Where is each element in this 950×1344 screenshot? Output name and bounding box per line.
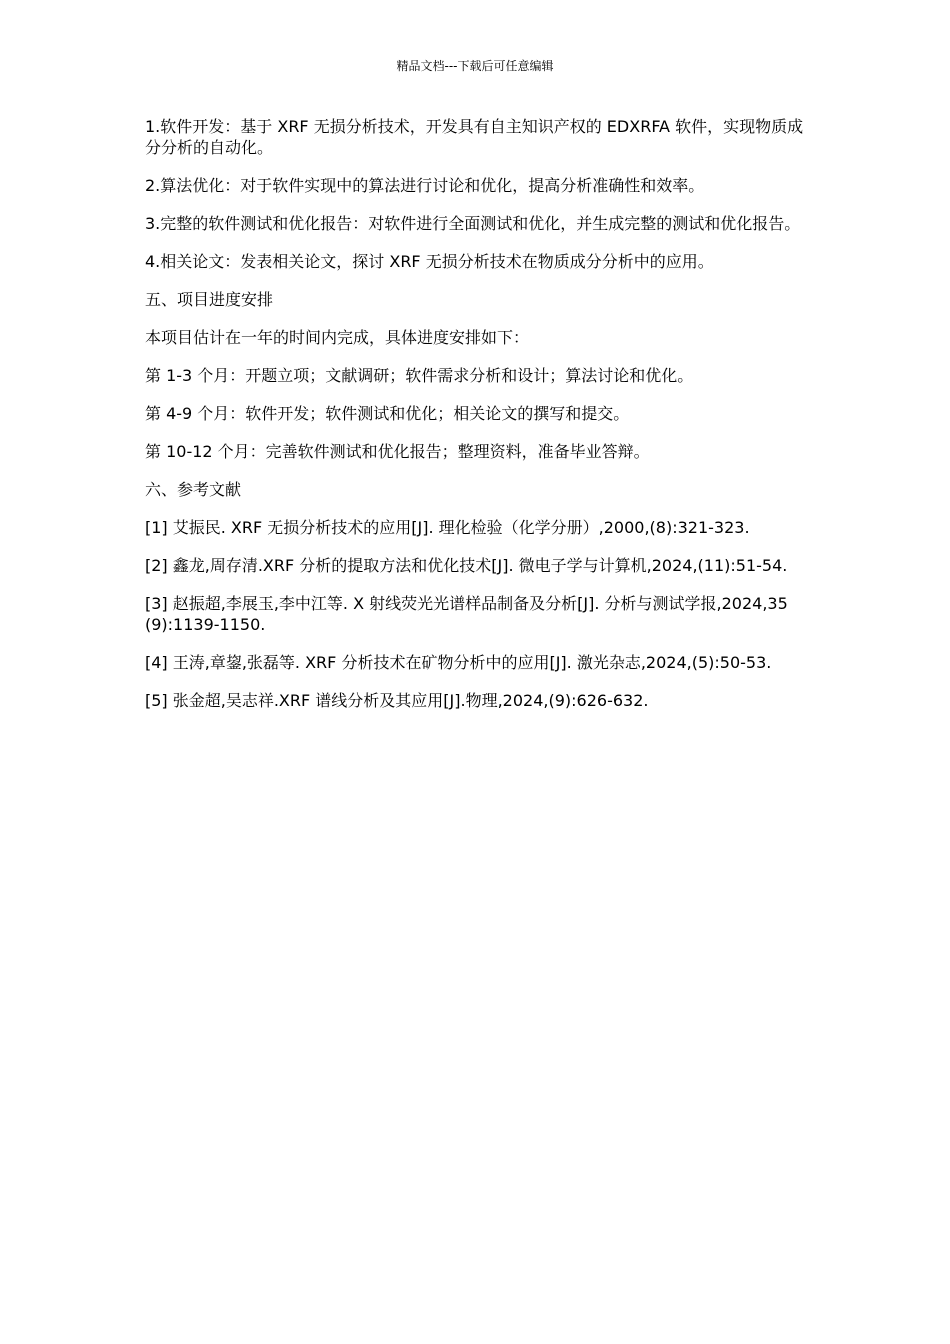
deliverable-software-development: 1.软件开发：基于 XRF 无损分析技术，开发具有自主知识产权的 EDXRFA 软件，实现物质成分分析的自动化。 [145, 117, 804, 157]
section-heading-references: 六、参考文献 [145, 480, 242, 499]
reference-2: [2] 鑫龙,周存清.XRF 分析的提取方法和优化技术[J]. 微电子学与计算机,2024,(11):51-54. [145, 556, 788, 575]
schedule-months-4-9: 第 4-9 个月：软件开发；软件测试和优化；相关论文的撰写和提交。 [145, 404, 630, 423]
schedule-intro: 本项目估计在一年的时间内完成，具体进度安排如下： [145, 328, 530, 347]
page-header: 精品文档---下载后可任意编辑 [396, 59, 554, 73]
deliverable-algorithm-optimization: 2.算法优化：对于软件实现中的算法进行讨论和优化，提高分析准确性和效率。 [145, 176, 705, 195]
deliverable-test-report: 3.完整的软件测试和优化报告：对软件进行全面测试和优化，并生成完整的测试和优化报告。 [145, 214, 801, 233]
reference-5: [5] 张金超,吴志祥.XRF 谱线分析及其应用[J].物理,2024,(9):626-632. [145, 691, 649, 710]
section-heading-schedule: 五、项目进度安排 [145, 290, 274, 309]
reference-3: [3] 赵振超,李展玉,李中江等. X 射线荧光光谱样品制备及分析[J]. 分析与测试学报,2024,35(9):1139-1150. [145, 594, 788, 634]
reference-4: [4] 王涛,章鋆,张磊等. XRF 分析技术在矿物分析中的应用[J]. 激光杂志,2024,(5):50-53. [145, 653, 772, 672]
reference-1: [1] 艾振民. XRF 无损分析技术的应用[J]. 理化检验（化学分册）,2000,(8):321-323. [145, 518, 750, 537]
deliverable-papers: 4.相关论文：发表相关论文，探讨 XRF 无损分析技术在物质成分分析中的应用。 [145, 252, 714, 271]
schedule-months-10-12: 第 10-12 个月：完善软件测试和优化报告；整理资料，准备毕业答辩。 [145, 442, 650, 461]
schedule-months-1-3: 第 1-3 个月：开题立项；文献调研；软件需求分析和设计；算法讨论和优化。 [145, 366, 694, 385]
document-body [145, 116, 810, 728]
